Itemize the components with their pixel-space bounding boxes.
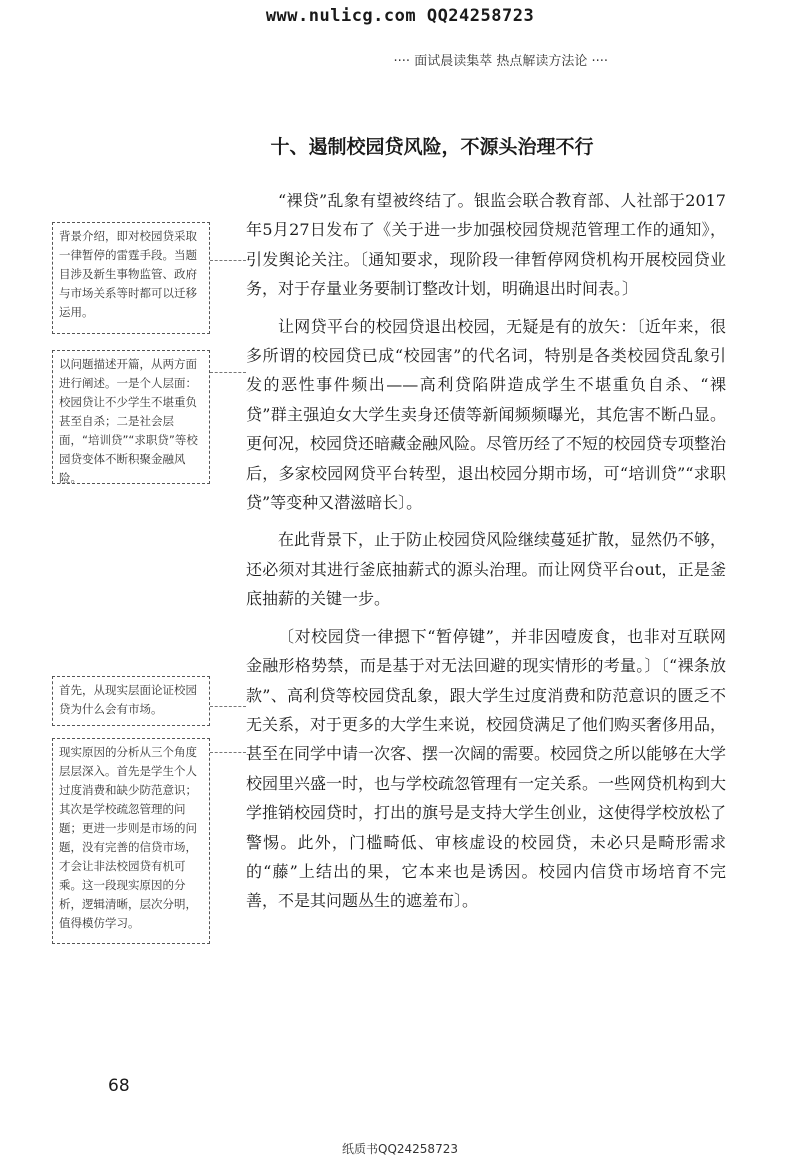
page-number: 68 [108, 1076, 130, 1096]
paragraph-2: 让网贷平台的校园贷退出校园，无疑是有的放矢：〔近年来，很多所谓的校园贷已成“校园害”的代名词，特别是各类校园贷乱象引发的恶性事件频出——高利贷陷阱造成学生不堪重负自杀、“裸贷”群主强迫女大学生卖身还债等新闻频频曝光，其危害不断凸显。更何况，校园贷还暗藏金融风险。尽管历经了不短的校园贷专项整治后，多家校园网贷平台转型，退出校园分期市场，可“培训贷”“求职贷”等变种又潜滋暗长〕。 [246, 316, 727, 513]
margin-note-1: 背景介绍，即对校园贷采取一律暂停的雷霆手段。当题目涉及新生事物监管、政府与市场关系等时都可以迁移运用。 [52, 222, 210, 334]
note-leader-2 [210, 372, 246, 373]
margin-note-2: 以问题描述开篇，从两方面进行阐述。一是个人层面：校园贷让不少学生不堪重负甚至自杀；二是社会层面，“培训贷”“求职贷”等校园贷变体不断积聚金融风险。 [52, 350, 210, 484]
paragraph-3: 在此背景下，止于防止校园贷风险继续蔓延扩散，显然仍不够，还必须对其进行釜底抽薪式的源头治理。而让网贷平台out，正是釜底抽薪的关键一步。 [246, 530, 727, 609]
note-leader-3 [210, 706, 246, 707]
note-leader-1 [210, 260, 246, 261]
running-head: ···· 面试晨读集萃 热点解读方法论 ···· [393, 54, 608, 69]
margin-note-3: 首先，从现实层面论证校园贷为什么会有市场。 [52, 676, 210, 726]
watermark-url: www.nulicg.com QQ24258723 [265, 6, 535, 26]
page-footer: 纸质书QQ24258723 [342, 1142, 458, 1156]
article-title: 十、遏制校园贷风险，不源头治理不行 [270, 136, 594, 158]
margin-note-4: 现实原因的分析从三个角度层层深入。首先是学生个人过度消费和缺少防范意识；其次是学校疏忽管理的问题；更进一步则是市场的问题，没有完善的信贷市场，才会让非法校园贷有机可乘。这一段现实原因的分析，逻辑清晰，层次分明，值得模仿学习。 [52, 738, 210, 944]
article-body [246, 186, 726, 924]
note-leader-4 [210, 752, 246, 753]
paragraph-1: “裸贷”乱象有望被终结了。银监会联合教育部、人社部于2017年5月27日发布了《关于进一步加强校园贷规范管理工作的通知》，引发舆论关注。〔通知要求，现阶段一律暂停网贷机构开展校园贷业务，对于存量业务要制订整改计划，明确退出时间表。〕 [246, 191, 726, 299]
paragraph-4: 〔对校园贷一律摁下“暂停键”，并非因噎废食，也非对互联网金融形格势禁，而是基于对无法回避的现实情形的考量。〕〔“裸条放款”、高利贷等校园贷乱象，跟大学生过度消费和防范意识的匮乏不无关系，对于更多的大学生来说，校园贷满足了他们购买奢侈用品，甚至在同学中请一次客、摆一次阔的需要。校园贷之所以能够在大学校园里兴盛一时，也与学校疏忽管理有一定关系。一些网贷机构到大学推销校园贷时，打出的旗号是支持大学生创业，这使得学校放松了警惕。此外，门槛畸低、审核虚设的校园贷，未必只是畸形需求的“藤”上结出的果，它本来也是诱因。校园内信贷市场培育不完善，不是其问题丛生的遮羞布〕。 [246, 626, 727, 911]
